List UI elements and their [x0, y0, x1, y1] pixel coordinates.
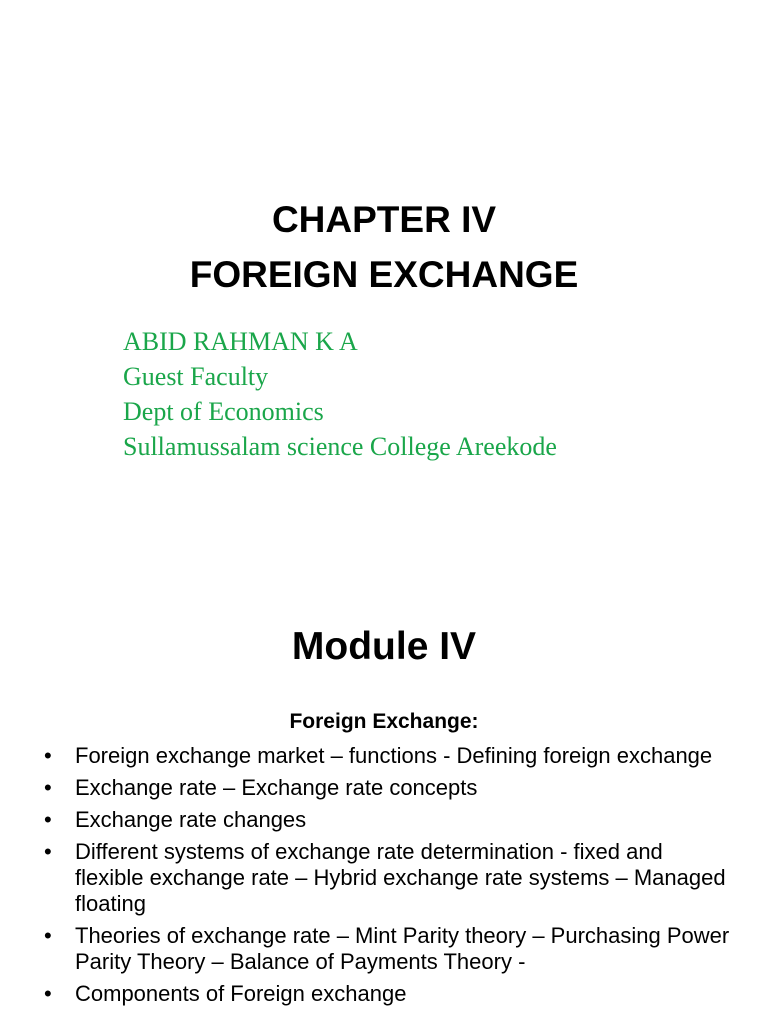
- list-item-text: Exchange rate changes: [75, 807, 307, 832]
- author-info: [123, 324, 557, 464]
- list-item-text: Different systems of exchange rate determination - fixed and flexible exchange rate – Hybrid exchange rate systems – Managed floating: [75, 839, 726, 916]
- author-name: ABID RAHMAN K A: [123, 327, 358, 356]
- bullet-icon: •: [44, 743, 52, 768]
- bullet-icon: •: [44, 807, 52, 832]
- section-heading: Foreign Exchange:: [289, 710, 479, 733]
- author-department: Dept of Economics: [123, 397, 324, 426]
- chapter-title: [0, 192, 768, 302]
- author-college: Sullamussalam science College Areekode: [123, 432, 557, 461]
- chapter-title-line-1: CHAPTER IV: [271, 199, 497, 240]
- list-item: [44, 923, 734, 975]
- list-item: [44, 807, 734, 833]
- author-role: Guest Faculty: [123, 362, 269, 391]
- bullet-icon: •: [44, 839, 52, 864]
- list-item-text: Foreign exchange market – functions - Defining foreign exchange: [75, 743, 713, 768]
- list-item: [44, 743, 734, 769]
- list-item: [44, 981, 734, 1007]
- bullet-icon: •: [44, 775, 52, 800]
- bullet-icon: •: [44, 923, 52, 948]
- list-item-text: Theories of exchange rate – Mint Parity theory – Purchasing Power Parity Theory – Balance of Payments Theory -: [75, 923, 730, 974]
- bullet-icon: •: [44, 981, 52, 1006]
- topic-list: [44, 743, 734, 1013]
- list-item-text: Components of Foreign exchange: [75, 981, 407, 1006]
- list-item-text: Exchange rate – Exchange rate concepts: [75, 775, 478, 800]
- chapter-title-line-2: FOREIGN EXCHANGE: [189, 254, 579, 295]
- list-item: [44, 775, 734, 801]
- module-title: Module IV: [291, 625, 477, 668]
- list-item: [44, 839, 734, 917]
- module-slide: [0, 560, 768, 1024]
